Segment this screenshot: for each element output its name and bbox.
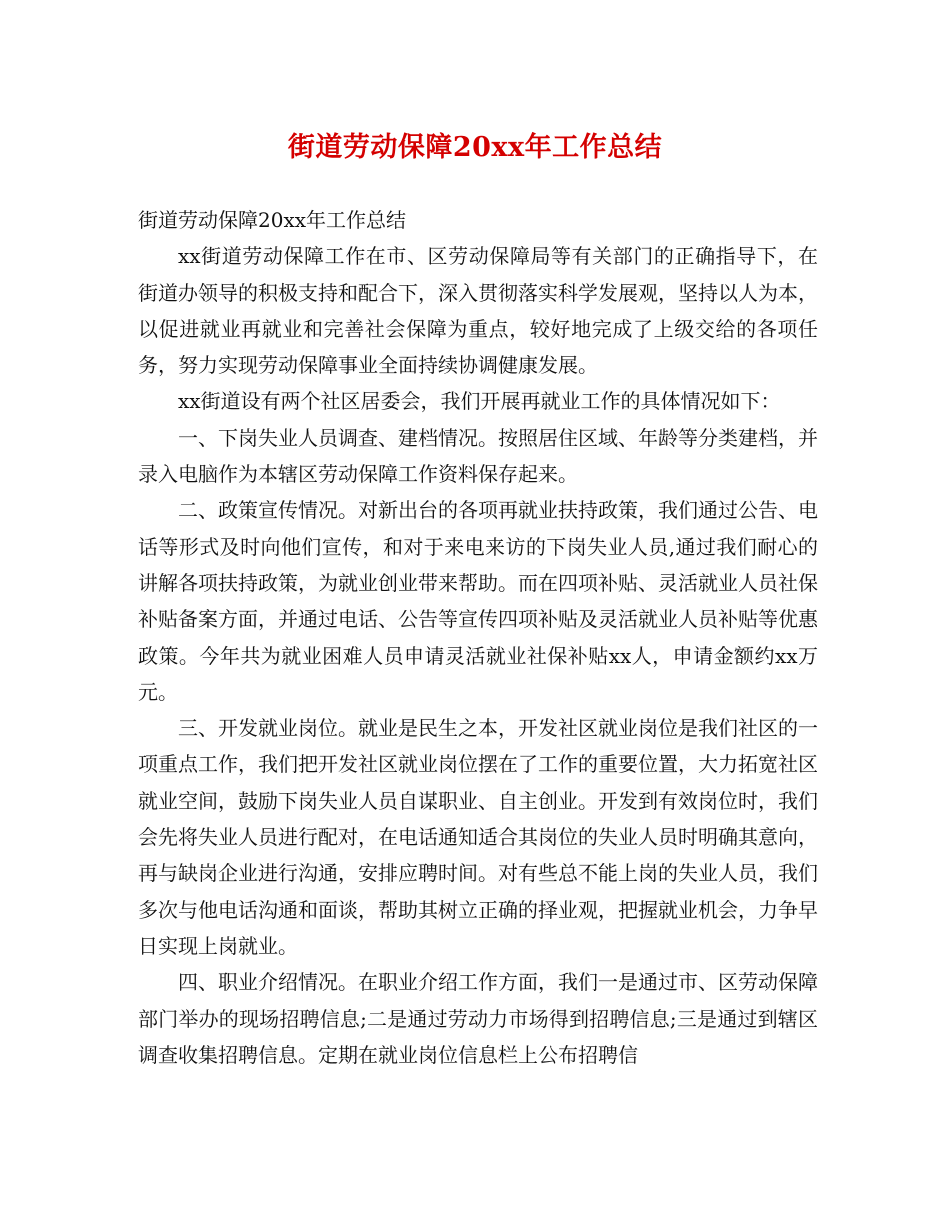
paragraph-section-2: 二、政策宣传情况。对新出台的各项再就业扶持政策，我们通过公告、电话等形式及时向他们宣传，和对于来电来访的下岗失业人员,通过我们耐心的讲解各项扶持政策，为就业创业带来帮助。而在四项补贴、灵活就业人员社保补贴备案方面，并通过电话、公告等宣传四项补贴及灵活就业人员补贴等优惠政策。今年共为就业困难人员申请灵活就业社保补贴xx人，申请金额约xx万元。 xyxy=(138,498,818,704)
subtitle-line: 街道劳动保障20xx年工作总结 xyxy=(138,208,407,232)
paragraph-overview: xx街道设有两个社区居委会，我们开展再就业工作的具体情况如下： xyxy=(178,389,781,414)
paragraph-section-4: 四、职业介绍情况。在职业介绍工作方面，我们一是通过市、区劳动保障部门举办的现场招聘信息;二是通过劳动力市场得到招聘信息;三是通过到辖区调查收集招聘信息。定期在就业岗位信息栏上公布招聘信 xyxy=(138,970,818,1067)
paragraph-section-1: 一、下岗失业人员调查、建档情况。按照居住区域、年龄等分类建档，并录入电脑作为本辖区劳动保障工作资料保存起来。 xyxy=(138,425,818,487)
document-title: 街道劳动保障20xx年工作总结 xyxy=(287,132,663,163)
paragraph-section-3: 三、开发就业岗位。就业是民生之本，开发社区就业岗位是我们社区的一项重点工作，我们把开发社区就业岗位摆在了工作的重要位置，大力拓宽社区就业空间，鼓励下岗失业人员自谋职业、自主创业。开发到有效岗位时，我们会先将失业人员进行配对，在电话通知适合其岗位的失业人员时明确其意向，再与缺岗企业进行沟通，安排应聘时间。对有些总不能上岗的失业人员，我们多次与他电话沟通和面谈，帮助其树立正确的择业观，把握就业机会，力争早日实现上岗就业。 xyxy=(138,716,818,958)
paragraph-intro: xx街道劳动保障工作在市、区劳动保障局等有关部门的正确指导下，在街道办领导的积极支持和配合下，深入贯彻落实科学发展观，坚持以人为本，以促进就业再就业和完善社会保障为重点，较好地完成了上级交给的各项任务，努力实现劳动保障事业全面持续协调健康发展。 xyxy=(138,244,818,378)
document-body xyxy=(138,202,818,1073)
